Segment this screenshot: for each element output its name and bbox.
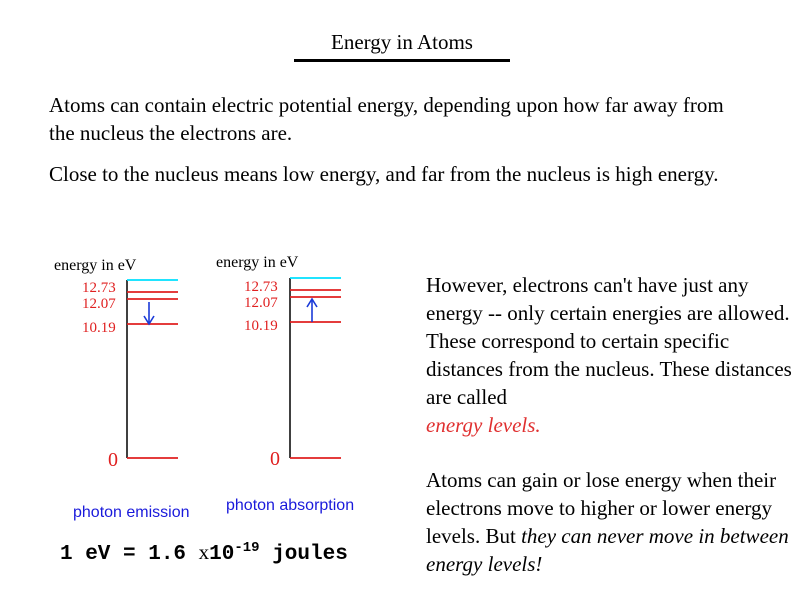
absorption-arrow (307, 299, 317, 322)
energy-levels-text: However, electrons can't have just any energy -- only certain energies are allowed. These correspond to certain specific distances from the nucleus. These distances are called (426, 273, 792, 409)
equation-unit: joules (272, 543, 348, 566)
equation-base: 10 (209, 543, 235, 566)
absorption-label-10-19: 10.19 (244, 318, 278, 334)
emission-axis-label: energy in eV (54, 257, 137, 274)
transition-text: Atoms can gain or lose energy when their electrons move to higher or lower energy levels. But (426, 468, 777, 548)
equation-times: x (198, 540, 210, 564)
transition-paragraph (426, 466, 796, 578)
emission-caption: photon emission (73, 504, 190, 521)
equation-lhs: 1 eV = 1.6 (60, 543, 187, 566)
absorption-caption: photon absorption (226, 497, 355, 514)
equation-exponent: -19 (234, 540, 260, 556)
absorption-label-12-07: 12.07 (244, 295, 278, 311)
energy-levels-paragraph (426, 271, 796, 439)
emission-label-12-07: 12.07 (82, 296, 116, 312)
absorption-axis-label: energy in eV (216, 254, 299, 271)
transition-emphasis: they can never move in between energy levels! (426, 524, 789, 576)
energy-levels-term: energy levels. (426, 413, 541, 437)
emission-diagram (54, 257, 190, 521)
page-title: Energy in Atoms (294, 30, 510, 62)
emission-arrow (144, 302, 154, 324)
intro-paragraph-1: Atoms can contain electric potential energy, depending upon how far away from the nucleus the electrons are. (49, 93, 724, 145)
emission-label-0: 0 (108, 449, 118, 471)
absorption-label-12-73: 12.73 (244, 279, 278, 295)
emission-label-10-19: 10.19 (82, 320, 116, 336)
absorption-diagram (216, 254, 354, 514)
ev-conversion-equation (60, 540, 348, 566)
absorption-label-0: 0 (270, 448, 280, 470)
emission-label-12-73: 12.73 (82, 280, 116, 296)
intro-paragraph-2: Close to the nucleus means low energy, and far from the nucleus is high energy. (49, 162, 719, 186)
